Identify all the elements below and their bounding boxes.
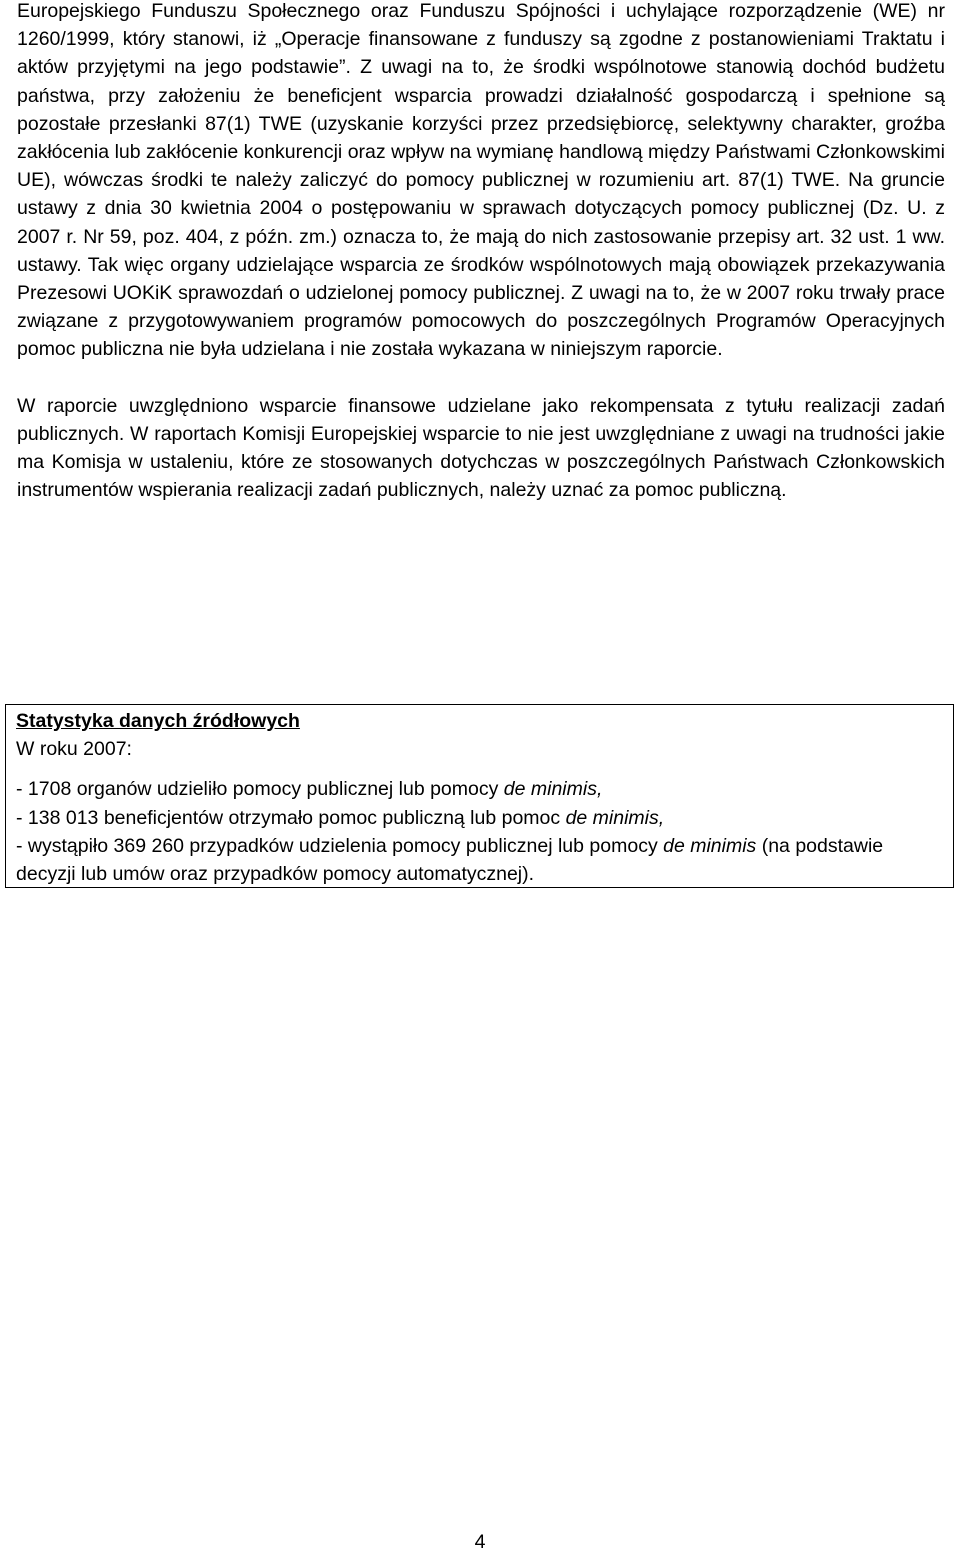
list-item-text: - wystąpiło 369 260 przypadków udzielenia pomocy publicznej lub pomocy xyxy=(16,834,664,857)
list-item xyxy=(16,832,946,888)
statistics-box-content xyxy=(16,707,946,888)
paragraph-public-service-compensation: W raporcie uwzględniono wsparcie finansowe udzielane jako rekompensata z tytułu realizacji zadań publicznych. W raportach Komisji Europejskiej wsparcie to nie jest uwzględniane z uwagi na trudności jakie ma Komisja w ustaleniu, które ze stosowanych dotychczas w poszczególnych Państwach Członkowskich instrumentów wspierania realizacji zadań publicznych, należy uznać za pomoc publiczną. xyxy=(17,394,945,502)
list-item-italic: de minimis xyxy=(663,834,757,857)
page-number: 4 xyxy=(474,1531,486,1553)
statistics-box-subtitle: W roku 2007: xyxy=(16,738,132,761)
list-item-tail: (na podstawie decyzji lub umów oraz przypadków pomocy automatycznej). xyxy=(16,834,884,886)
list-item-italic: de minimis, xyxy=(503,778,603,801)
list-item xyxy=(16,775,946,803)
statistics-list xyxy=(16,775,946,888)
list-item-text: - 1708 organów udzieliło pomocy publicznej lub pomocy xyxy=(16,778,504,801)
statistics-box-title: Statystyka danych źródłowych xyxy=(16,710,300,732)
source-data-statistics-box xyxy=(5,704,954,888)
list-item xyxy=(16,804,946,832)
document-page xyxy=(17,0,945,504)
list-item-text: - 138 013 beneficjentów otrzymało pomoc publiczną lub pomoc xyxy=(16,806,566,829)
list-item-italic: de minimis, xyxy=(565,806,665,829)
paragraph-state-aid-eu-funds: Europejskiego Funduszu Społecznego oraz Funduszu Spójności i uchylające rozporządzenie (WE) nr 1260/1999, który stanowi, iż „Operacje finansowane z funduszy są zgodne z postanowieniami Traktatu i aktów przyjętymi na jego podstawie”. Z uwagi na to, że środki wspólnotowe stanowią dochód budżetu państwa, przy założeniu że beneficjent wsparcia prowadzi działalność gospodarczą i spełnione są pozostałe przesłanki 87(1) TWE (uzyskanie korzyści przez przedsiębiorcę, selektywny charakter, groźba zakłócenia lub zakłócenie konkurencji oraz wpływ na wymianę handlową między Państwami Członkowskimi UE), wówczas środki te należy zaliczyć do pomocy publicznej w rozumieniu art. 87(1) TWE. Na gruncie ustawy z dnia 30 kwietnia 2004 o postępowaniu w sprawach dotyczących pomocy publicznej (Dz. U. z 2007 r. Nr 59, poz. 404, z późn. zm.) oznacza to, że mają do nich zastosowanie przepisy art. 32 ust. 1 ww. ustawy. Tak więc organy udzielające wsparcia ze środków wspólnotowych mają obowiązek przekazywania Prezesowi UOKiK sprawozdań o udzielonej pomocy publicznej. Z uwagi na to, że w 2007 roku trwały prace związane z przygotowywaniem programów pomocowych do poszczególnych Programów Operacyjnych pomoc publiczna nie była udzielana i nie została wykazana w niniejszym raporcie. xyxy=(17,0,945,361)
